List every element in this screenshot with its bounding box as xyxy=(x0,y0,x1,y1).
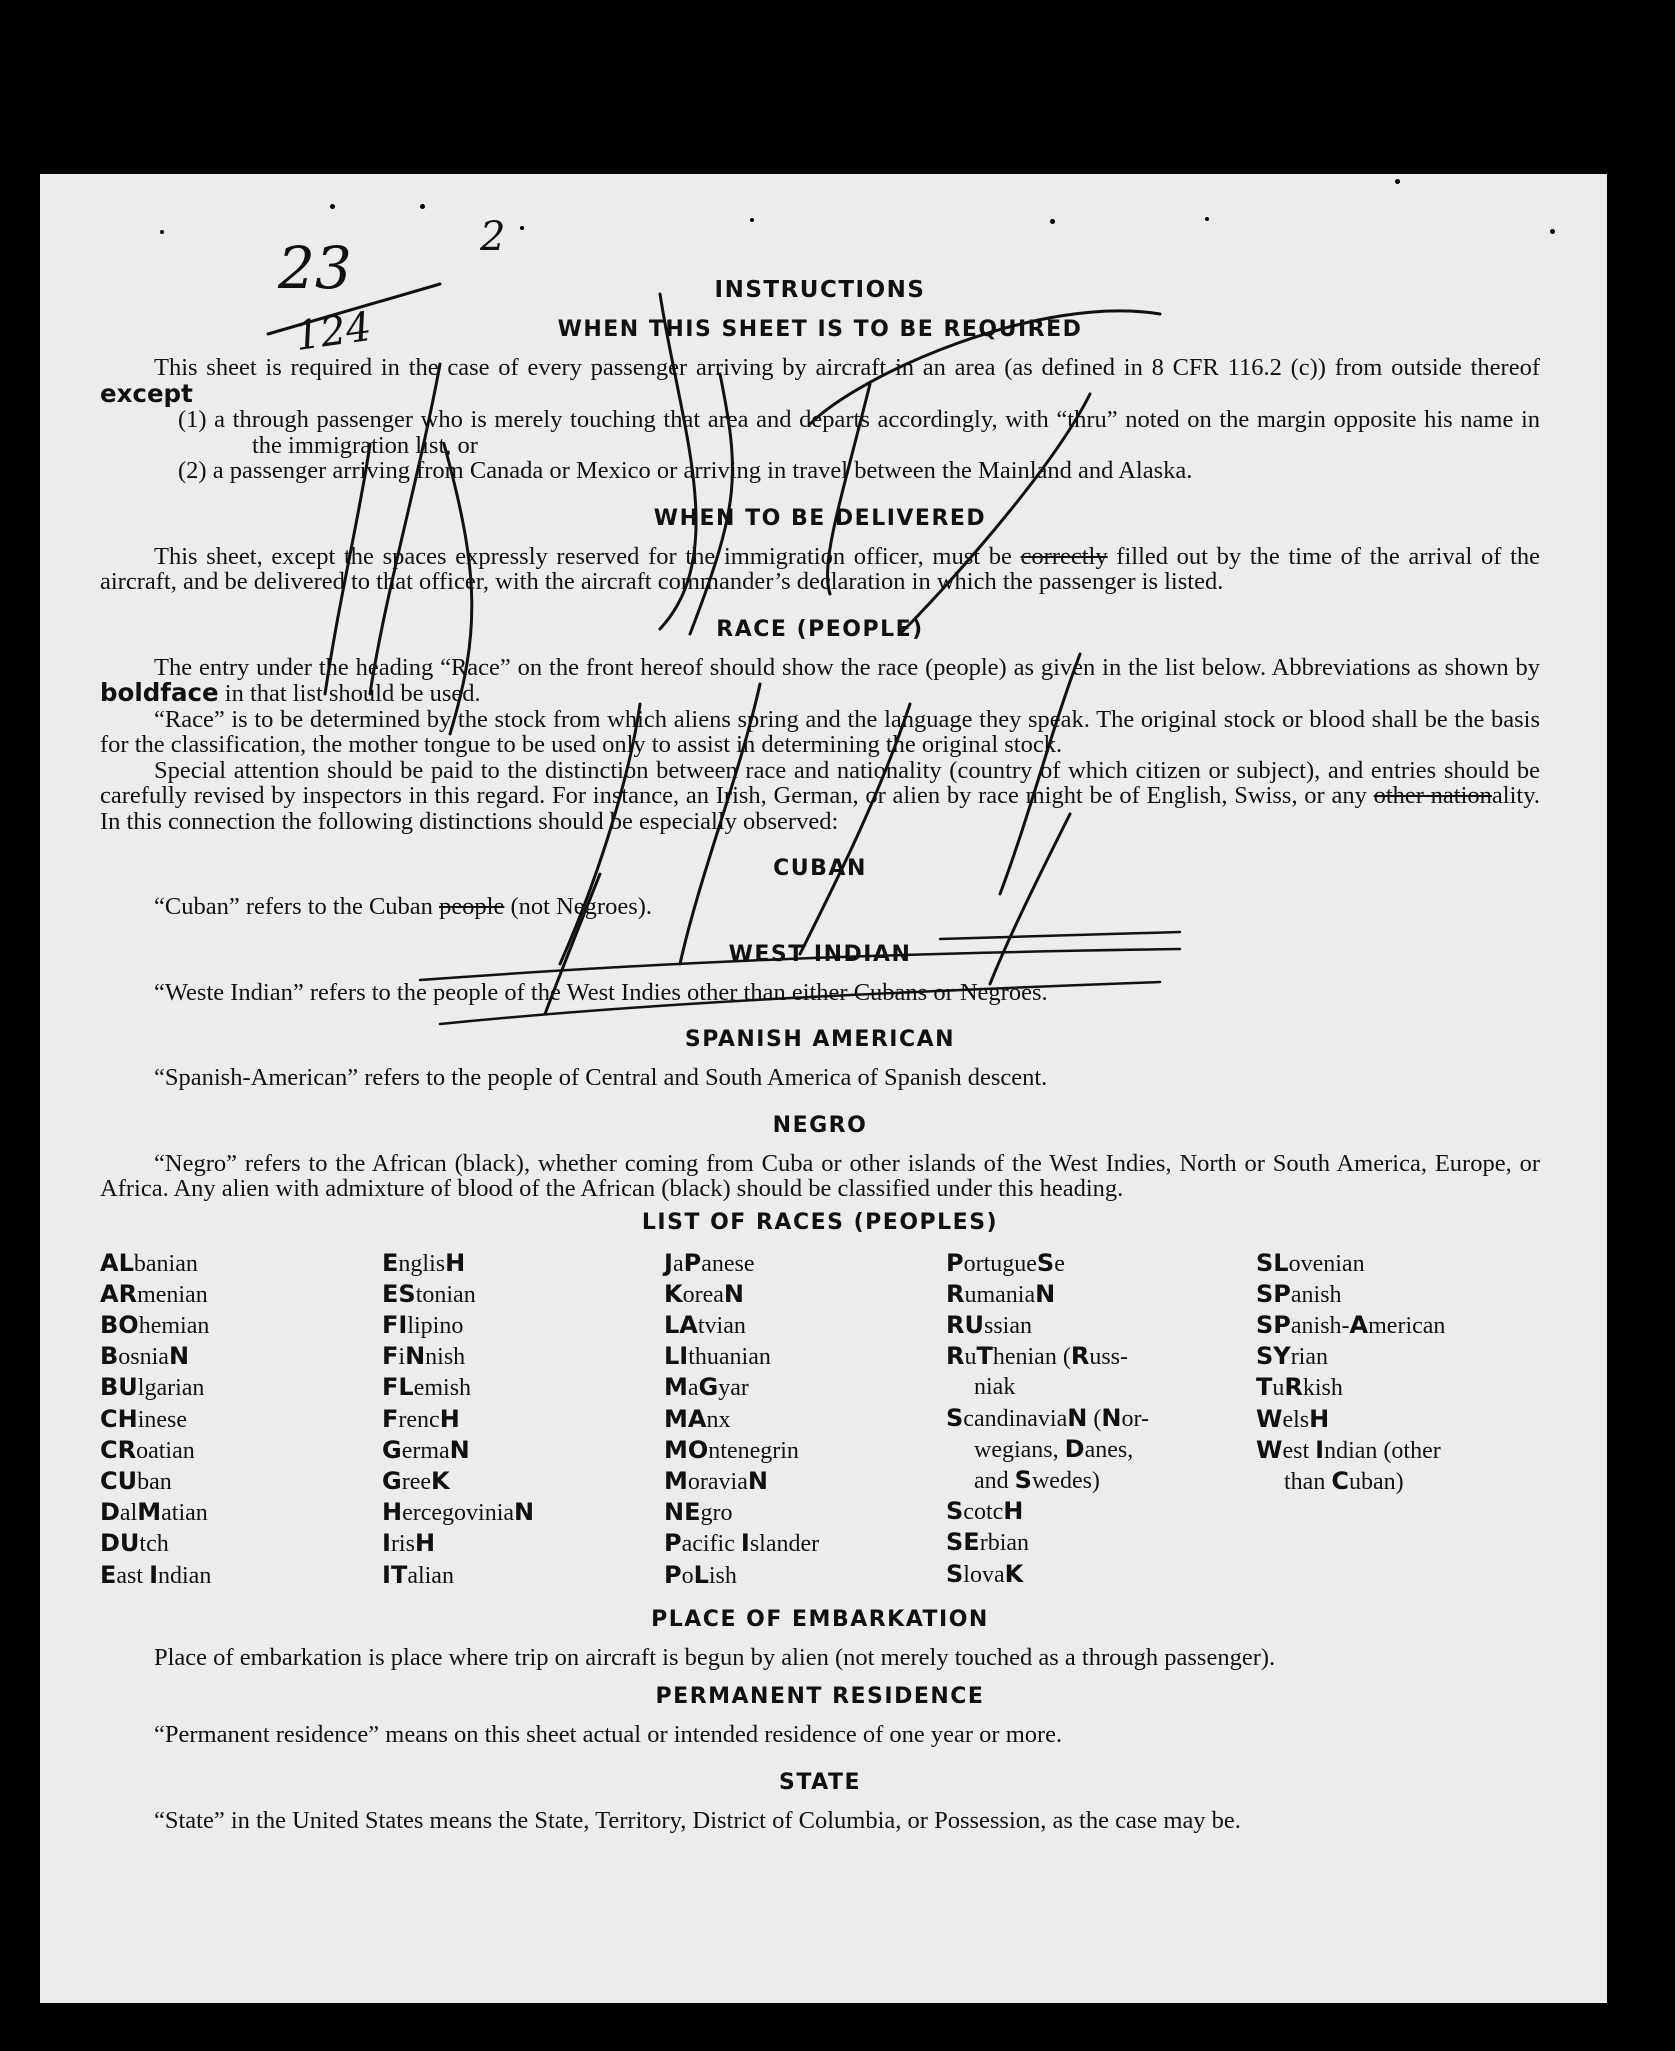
race-item: HercegoviniaN xyxy=(382,1498,535,1527)
heading-race: RACE (PEOPLE) xyxy=(716,616,924,642)
race-item: MoraviaN xyxy=(664,1466,768,1495)
item-2: (2) a passenger arriving from Canada or Mexico or arriving in travel between the Mainland and Alaska. xyxy=(178,457,1193,484)
heading-west-indian: WEST INDIAN xyxy=(728,941,912,967)
speck-8 xyxy=(1395,179,1400,184)
race-item: MAnx xyxy=(664,1404,731,1433)
race-item: IrisH xyxy=(382,1529,436,1558)
race-item: and Swedes) xyxy=(974,1465,1100,1494)
race-item: FLemish xyxy=(382,1373,472,1402)
para-spanish-american: “Spanish-American” refers to the people of Central and South America of Spanish descent. xyxy=(154,1064,1048,1091)
race-item: LIthuanian xyxy=(664,1342,771,1371)
speck-3 xyxy=(420,204,425,209)
race-item: SYrian xyxy=(1256,1342,1328,1371)
race-item: MaGyar xyxy=(664,1373,749,1402)
race-item: BOhemian xyxy=(100,1310,210,1339)
race-item: SlovaK xyxy=(946,1559,1024,1588)
race-item: GermaN xyxy=(382,1435,470,1464)
heading-spanish-american: SPANISH AMERICAN xyxy=(684,1027,956,1052)
race-item: EnglisH xyxy=(382,1248,466,1277)
para-race-1: The entry under the heading “Race” on the front hereof should show the race (people) as given in the list below. Abbreviations as shown by boldface in that list should be used. xyxy=(100,653,1540,707)
race-item: East Indian xyxy=(100,1560,212,1589)
document-title: INSTRUCTIONS xyxy=(714,277,926,303)
race-item: ARmenian xyxy=(100,1279,208,1308)
heading-negro: NEGRO xyxy=(772,1112,868,1138)
race-item: FIlipino xyxy=(382,1310,464,1339)
struck-people: people xyxy=(439,893,505,920)
speck-6 xyxy=(1050,219,1055,224)
heading-list-of-races: LIST OF RACES (PEOPLES) xyxy=(641,1209,999,1235)
speck-7 xyxy=(1205,217,1209,221)
race-item: FiNnish xyxy=(382,1342,466,1371)
speck-9 xyxy=(1550,229,1555,234)
para-when-delivered: This sheet, except the spaces expressly reserved for the immigration officer, must be correctly filled out by the time of the arrival of the aircraft, and be delivered to that officer, with the aircraft commander’s declaration in which the passenger is listed. xyxy=(100,542,1541,595)
race-item: BosniaN xyxy=(100,1342,190,1371)
race-column xyxy=(100,1248,382,1591)
heading-cuban: CUBAN xyxy=(773,856,867,881)
race-item: JaPanese xyxy=(664,1248,755,1277)
struck-word: correctly xyxy=(1020,542,1108,570)
para-negro: “Negro” refers to the African (black), whether coming from Cuba or other islands of the West Indies, North or South America, Europe, or Africa. Any alien with admixture of blood of the African (black) should be classified under this heading. xyxy=(100,1149,1540,1202)
race-item: PoLish xyxy=(664,1560,737,1589)
speck-2 xyxy=(330,204,335,209)
race-item: PortugueSe xyxy=(946,1248,1065,1277)
race-item: niak xyxy=(974,1374,1016,1401)
race-item: SPanish-American xyxy=(1256,1310,1446,1339)
race-item: ScotcH xyxy=(946,1497,1024,1526)
race-item: CUban xyxy=(100,1466,172,1495)
document-body xyxy=(100,269,1540,1833)
race-item: ALbanian xyxy=(100,1248,198,1277)
heading-when-required: WHEN THIS SHEET IS TO BE REQUIRED xyxy=(557,317,1083,342)
para-state: “State” in the United States means the State, Territory, District of Columbia, or Possession, as the case may be. xyxy=(154,1806,1241,1834)
heading-permanent-residence: PERMANENT RESIDENCE xyxy=(655,1684,985,1710)
race-item: SErbian xyxy=(946,1528,1030,1557)
race-item: RumaniaN xyxy=(946,1279,1056,1308)
race-item: DalMatian xyxy=(100,1498,208,1527)
boldface-word: boldface xyxy=(100,678,219,707)
race-item: MOntenegrin xyxy=(664,1435,799,1464)
race-item: FrencH xyxy=(382,1404,460,1433)
race-item: TuRkish xyxy=(1256,1373,1343,1402)
race-item: GreeK xyxy=(382,1466,450,1495)
race-column xyxy=(1256,1248,1516,1591)
race-item: CHinese xyxy=(100,1404,188,1433)
document-page xyxy=(40,174,1607,2003)
handwritten-number-124: 124 xyxy=(292,303,375,361)
speck-1 xyxy=(160,230,164,234)
para-place-of-embarkation: Place of embarkation is place where trip on aircraft is begun by alien (not merely touched as a through passenger). xyxy=(154,1643,1276,1671)
speck-5 xyxy=(750,218,754,222)
speck-4 xyxy=(520,226,524,230)
race-item: than Cuban) xyxy=(1284,1466,1404,1495)
race-item: DUtch xyxy=(100,1529,169,1558)
para-permanent-residence: “Permanent residence” means on this sheet actual or intended residence of one year or more. xyxy=(154,1721,1063,1749)
heading-place-of-embarkation: PLACE OF EMBARKATION xyxy=(651,1606,989,1632)
except-bold: except xyxy=(100,378,193,408)
para-cuban: “Cuban” refers to the Cuban people (not Negroes). xyxy=(154,893,653,920)
struck-nation: other nation xyxy=(1373,782,1492,809)
race-item: LAtvian xyxy=(664,1310,746,1339)
item-1: (1) a through passenger who is merely touching that area and departs accordingly, with “thru” noted on the margin opposite his name in the immigration list, or xyxy=(178,406,1540,459)
race-item: SLovenian xyxy=(1256,1248,1365,1277)
race-item: SPanish xyxy=(1256,1279,1342,1308)
race-item: West Indian (other xyxy=(1256,1435,1441,1464)
race-column xyxy=(946,1248,1256,1591)
race-item: NEgro xyxy=(664,1498,733,1527)
heading-when-delivered: WHEN TO BE DELIVERED xyxy=(653,505,987,531)
race-item: ScandinaviaN (Nor- xyxy=(946,1403,1149,1432)
race-column xyxy=(664,1248,946,1591)
race-item: CRoatian xyxy=(100,1435,195,1464)
handwritten-number-2: 2 xyxy=(480,214,506,260)
para-race-3: Special attention should be paid to the distinction between race and nationality (country of which citizen or subject), and entries should be carefully revised by inspectors in this regard. For instance, an Irish, German, or alien by race might be of English, Swiss, or any other nationality. In this connection the following distinctions should be especially observed: xyxy=(100,756,1541,835)
race-item: KoreaN xyxy=(664,1279,744,1308)
race-list xyxy=(100,1248,1540,1591)
para-race-2: “Race” is to be determined by the stock from which aliens spring and the language they speak. The original stock or blood shall be the basis for the classification, the mother tongue to be used only to assist in determining the original stock. xyxy=(100,705,1540,758)
heading-state: STATE xyxy=(779,1769,861,1795)
race-item: wegians, Danes, xyxy=(974,1434,1134,1463)
race-item: EStonian xyxy=(382,1279,476,1308)
handwritten-number-23: 23 xyxy=(278,234,352,302)
race-item: RUssian xyxy=(946,1310,1032,1339)
race-item: Pacific Islander xyxy=(664,1529,820,1558)
para-west-indian: “Weste Indian” refers to the people of the West Indies other than either Cubans or Negroes. xyxy=(154,978,1048,1006)
race-item: ITalian xyxy=(382,1560,454,1589)
race-column xyxy=(382,1248,664,1591)
race-item: RuThenian (Russ- xyxy=(946,1342,1128,1371)
para-when-required: This sheet is required in the case of every passenger arriving by aircraft in an area (as defined in 8 CFR 116.2 (c)) from outside thereof except xyxy=(100,354,1540,408)
race-item: BUlgarian xyxy=(100,1373,205,1402)
race-item: WelsH xyxy=(1256,1404,1330,1433)
